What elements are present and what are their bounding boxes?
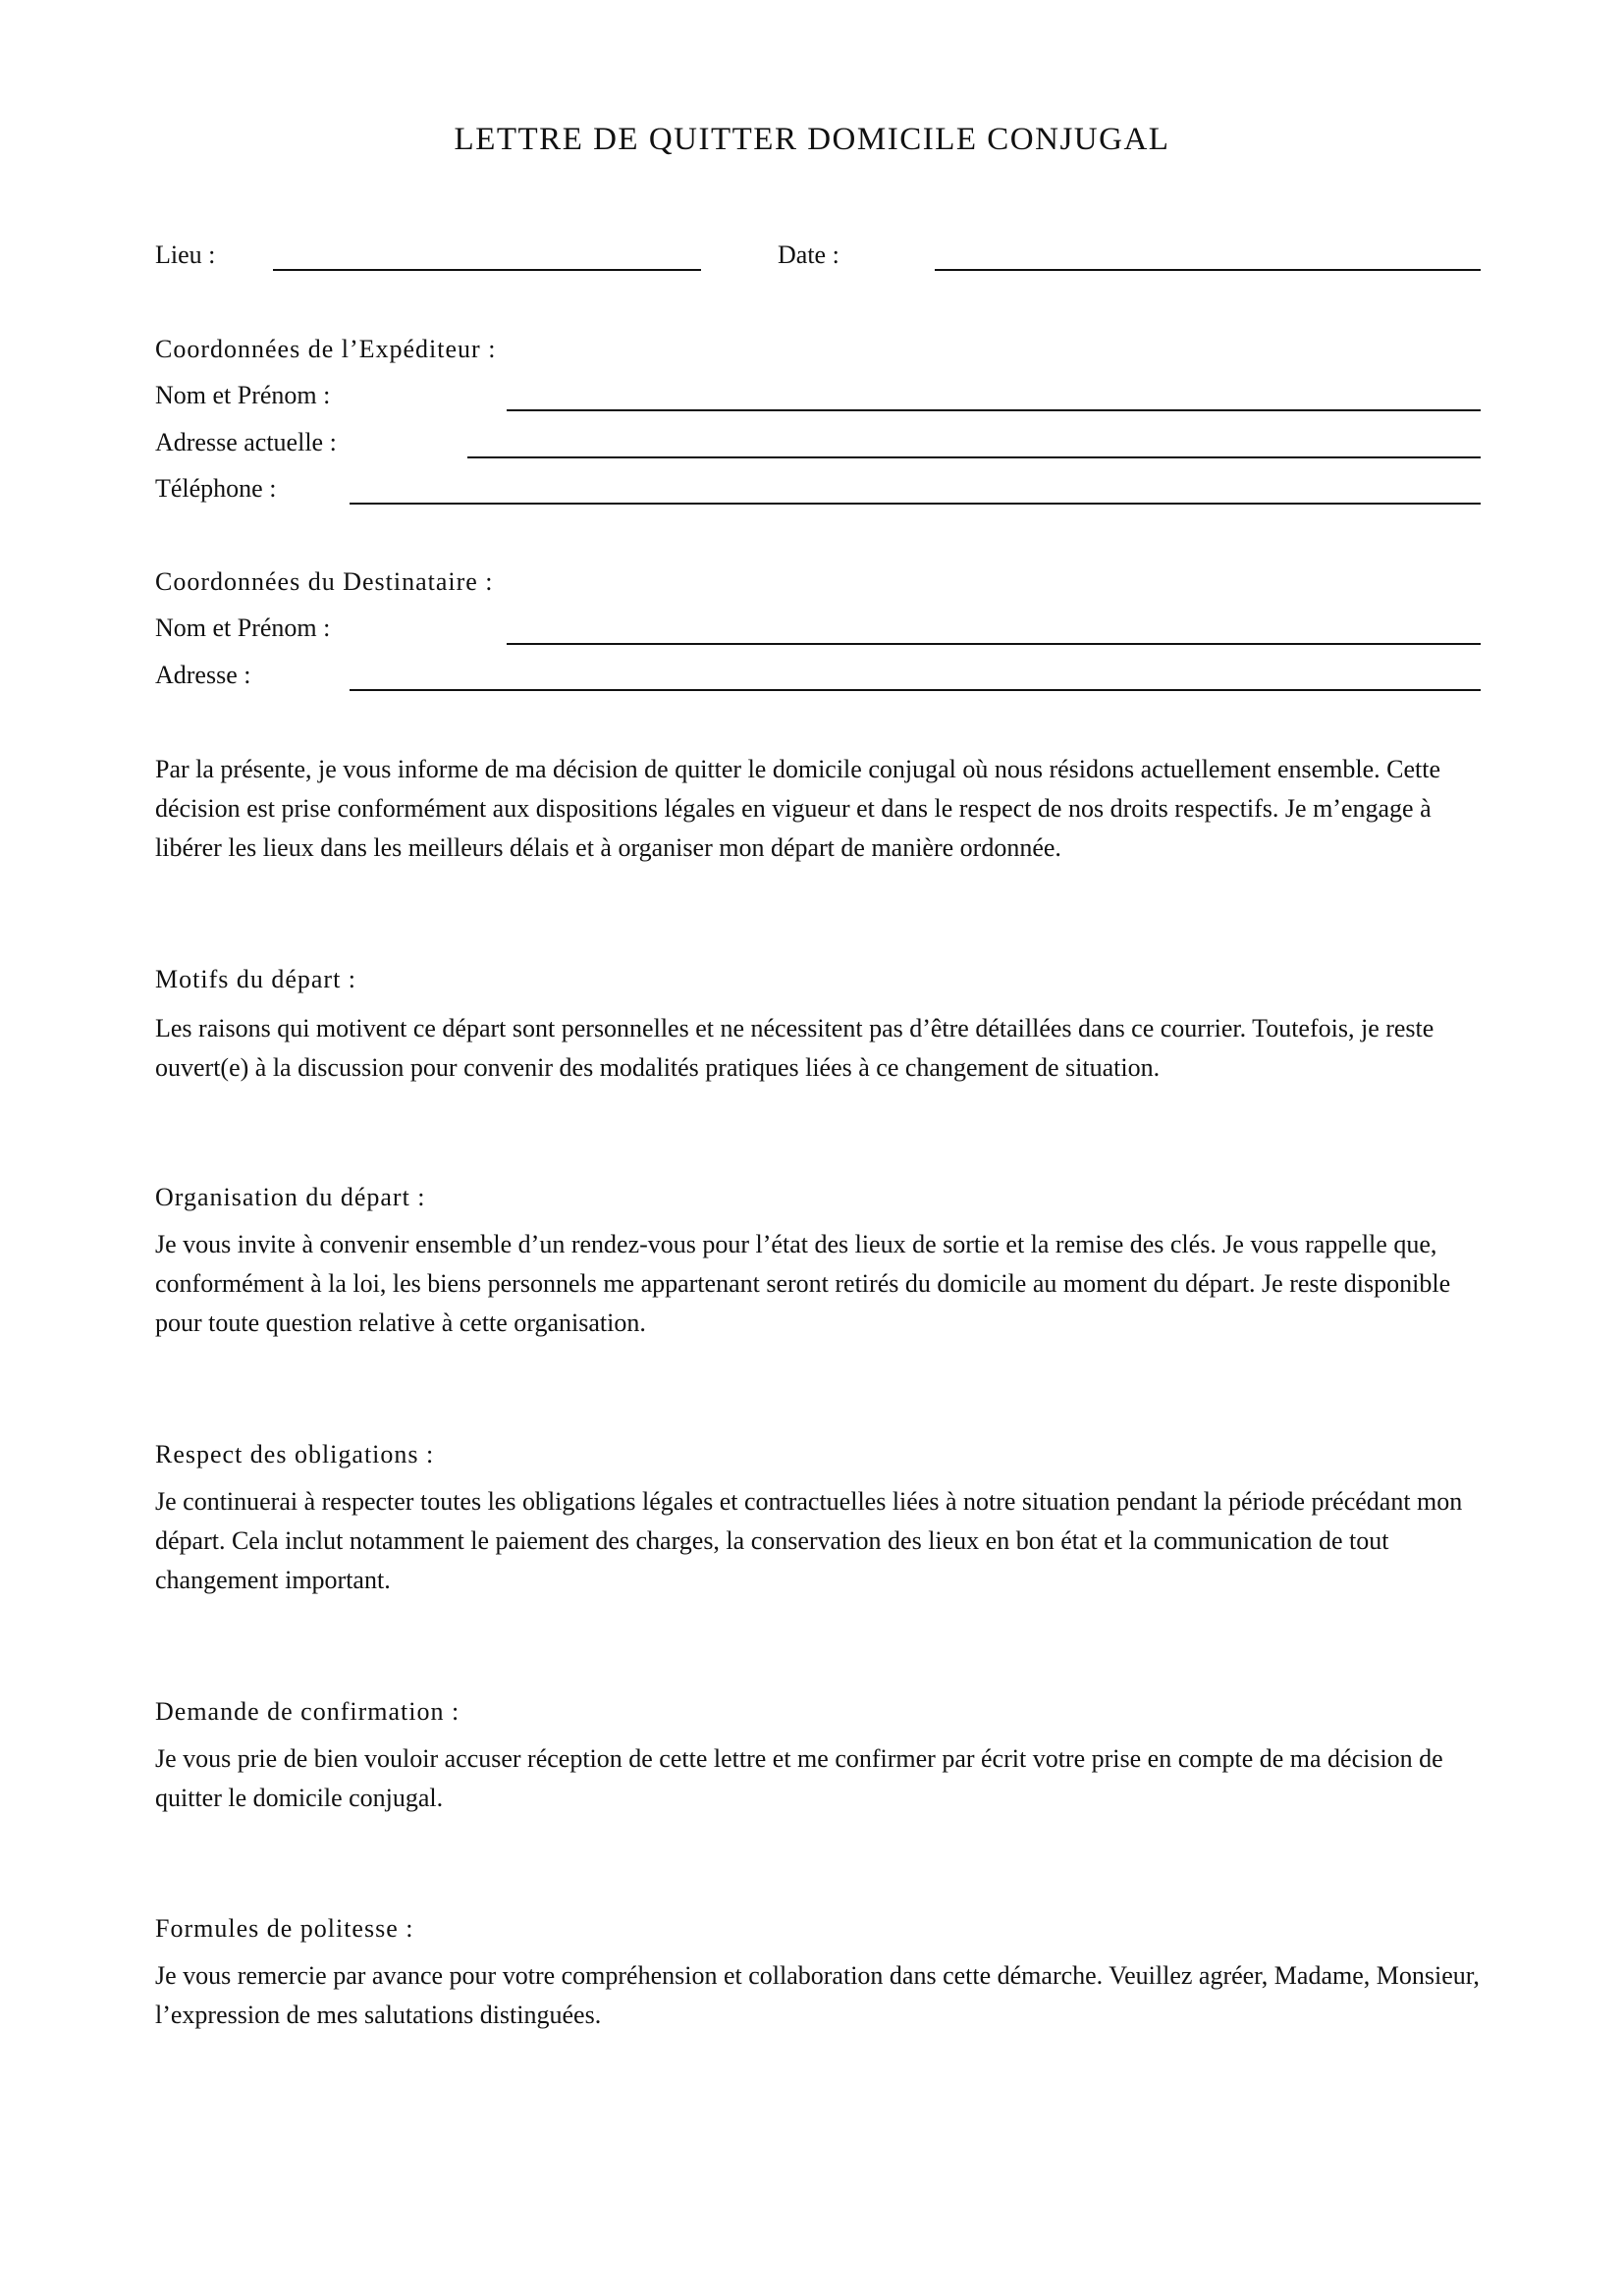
- section-heading-politesse: Formules de politesse :: [155, 1914, 414, 1943]
- destinataire-nom-label: Nom et Prénom :: [155, 614, 331, 642]
- section-text-organisation: Je vous invite à convenir ensemble d’un rendez-vous pour l’état des lieux de sortie et la remise des clés. Je vous rappelle que, conformément à la loi, les biens personnels me appartenant seront retirés du domicile au moment du départ. Je reste disponible pour toute question relative à cette organisation.: [155, 1230, 1451, 1337]
- expediteur-adresse-field[interactable]: [467, 456, 1481, 458]
- destinataire-nom-field[interactable]: [507, 643, 1481, 645]
- date-field[interactable]: [935, 269, 1481, 271]
- destinataire-adresse-field[interactable]: [350, 689, 1481, 691]
- destinataire-adresse-label: Adresse :: [155, 661, 251, 689]
- section-heading-obligations: Respect des obligations :: [155, 1440, 435, 1468]
- expediteur-telephone-field[interactable]: [350, 503, 1481, 505]
- section-heading-motifs: Motifs du départ :: [155, 965, 357, 993]
- date-label: Date :: [778, 240, 839, 269]
- section-text-obligations: Je continuerai à respecter toutes les obligations légales et contractuelles liées à notre situation pendant la période précédant mon départ. Cela inclut notamment le paiement des charges, la conservation des lieux en bon état et la communication de tout changement important.: [155, 1487, 1463, 1594]
- lieu-field[interactable]: [273, 269, 701, 271]
- expediteur-heading: Coordonnées de l’Expéditeur :: [155, 335, 497, 363]
- expediteur-nom-field[interactable]: [507, 409, 1481, 411]
- section-text-politesse: Je vous remercie par avance pour votre compréhension et collaboration dans cette démarche. Veuillez agréer, Madame, Monsieur, l’expression de mes salutations distinguées.: [155, 1961, 1480, 2029]
- destinataire-heading: Coordonnées du Destinataire :: [155, 567, 494, 596]
- page-title: LETTRE DE QUITTER DOMICILE CONJUGAL: [454, 122, 1170, 157]
- expediteur-nom-label: Nom et Prénom :: [155, 381, 331, 409]
- expediteur-telephone-label: Téléphone :: [155, 474, 277, 503]
- section-text-motifs: Les raisons qui motivent ce départ sont personnelles et ne nécessitent pas d’être détaillées dans ce courrier. Toutefois, je reste ouvert(e) à la discussion pour convenir des modalités pratiques liées à ce changement de situation.: [155, 1014, 1435, 1082]
- section-heading-confirmation: Demande de confirmation :: [155, 1697, 460, 1726]
- section-heading-organisation: Organisation du départ :: [155, 1183, 426, 1211]
- expediteur-adresse-label: Adresse actuelle :: [155, 428, 337, 456]
- lieu-label: Lieu :: [155, 240, 216, 269]
- intro-paragraph: Par la présente, je vous informe de ma décision de quitter le domicile conjugal où nous résidons actuellement ensemble. Cette décision est prise conformément aux dispositions légales en vigueur et dans le respect de nos droits respectifs. Je m’engage à libérer les lieux dans les meilleurs délais et à organiser mon départ de manière ordonnée.: [155, 755, 1441, 862]
- section-text-confirmation: Je vous prie de bien vouloir accuser réception de cette lettre et me confirmer par écrit votre prise en compte de ma décision de quitter le domicile conjugal.: [155, 1744, 1443, 1812]
